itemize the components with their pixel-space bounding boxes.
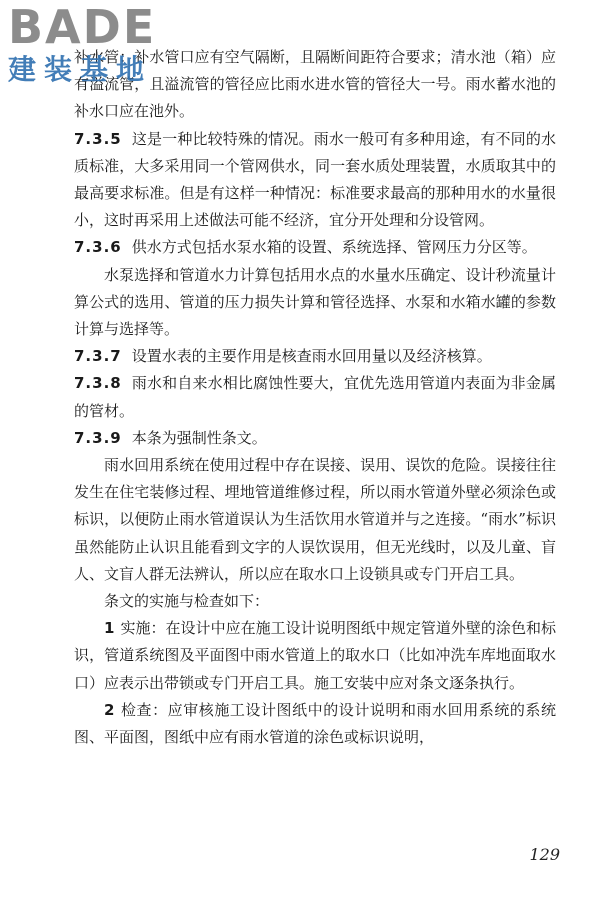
watermark-brand: BADE xyxy=(8,0,157,54)
paragraph-misconnection-risk: 雨水回用系统在使用过程中存在误接、误用、误饮的危险。误接往往发生在住宅装修过程、埋地管道维修过程，所以雨水管道外壁必须涂色或标识，以便防止雨水管道误认为生活饮用水管道并与之连接。“雨水”标识虽然能防止认识且能看到文字的人误饮误用，但无光线时，以及儿童、盲人、文盲人群无法辨认，所以应在取水口上设锁具或专门开启工具。 xyxy=(74,456,556,583)
clause-text: 这是一种比较特殊的情况。雨水一般可有多种用途，有不同的水质标准，大多采用同一个管网供水，同一套水质处理装置，水质取其中的最高要求标准。但是有这样一种情况：标准要求最高的那种用水的水量很小，这时再采用上述做法可能不经济，宜分开处理和分设管网。 xyxy=(74,129,556,230)
list-item-number: 2 xyxy=(104,700,115,719)
clause-7-3-8 xyxy=(74,370,556,424)
list-item-implementation xyxy=(74,615,556,697)
clause-7-3-5 xyxy=(74,126,556,235)
clause-number: 7.3.7 xyxy=(74,347,122,366)
clause-7-3-6 xyxy=(74,234,556,261)
clause-text: 雨水和自来水相比腐蚀性要大，宜优先选用管道内表面为非金属的管材。 xyxy=(74,374,556,420)
paragraph-overflow-water: 补水管：补水管口应有空气隔断，且隔断间距符合要求；清水池（箱）应有溢流管，且溢流管的管径应比雨水进水管的管径大一号。雨水蓄水池的补水口应在池外。 xyxy=(74,48,556,121)
document-body xyxy=(74,44,556,751)
bade-watermark-logo xyxy=(8,0,198,94)
list-item-text: 实施：在设计中应在施工设计说明图纸中规定管道外壁的涂色和标识，管道系统图及平面图中雨水管道上的取水口（比如冲洗车库地面取水口）应表示出带锁或专门开启工具。施工安装中应对条文逐条执行。 xyxy=(74,619,556,692)
clause-number: 7.3.5 xyxy=(74,129,122,148)
clause-number: 7.3.9 xyxy=(74,428,122,447)
clause-number: 7.3.6 xyxy=(74,238,122,257)
clause-text: 设置水表的主要作用是核查雨水回用量以及经济核算。 xyxy=(131,347,492,366)
paragraph-implementation-intro: 条文的实施与检查如下： xyxy=(104,592,270,611)
list-item-inspection xyxy=(74,697,556,751)
clause-7-3-9 xyxy=(74,425,556,452)
clause-text: 供水方式包括水泵水箱的设置、系统选择、管网压力分区等。 xyxy=(131,238,537,257)
list-item-text: 检查：应审核施工设计图纸中的设计说明和雨水回用系统的系统图、平面图，图纸中应有雨水管道的涂色或标识说明， xyxy=(74,700,556,747)
watermark-subtitle: 建装基地 xyxy=(8,53,153,86)
page-number: 129 xyxy=(529,845,560,864)
clause-text: 本条为强制性条文。 xyxy=(131,428,267,447)
clause-7-3-7 xyxy=(74,343,556,370)
paragraph-pump-selection: 水泵选择和管道水力计算包括用水点的水量水压确定、设计秒流量计算公式的选用、管道的压力损失计算和管径选择、水泵和水箱水罐的参数计算与选择等。 xyxy=(74,265,556,339)
list-item-number: 1 xyxy=(104,619,115,638)
clause-number: 7.3.8 xyxy=(74,374,122,393)
